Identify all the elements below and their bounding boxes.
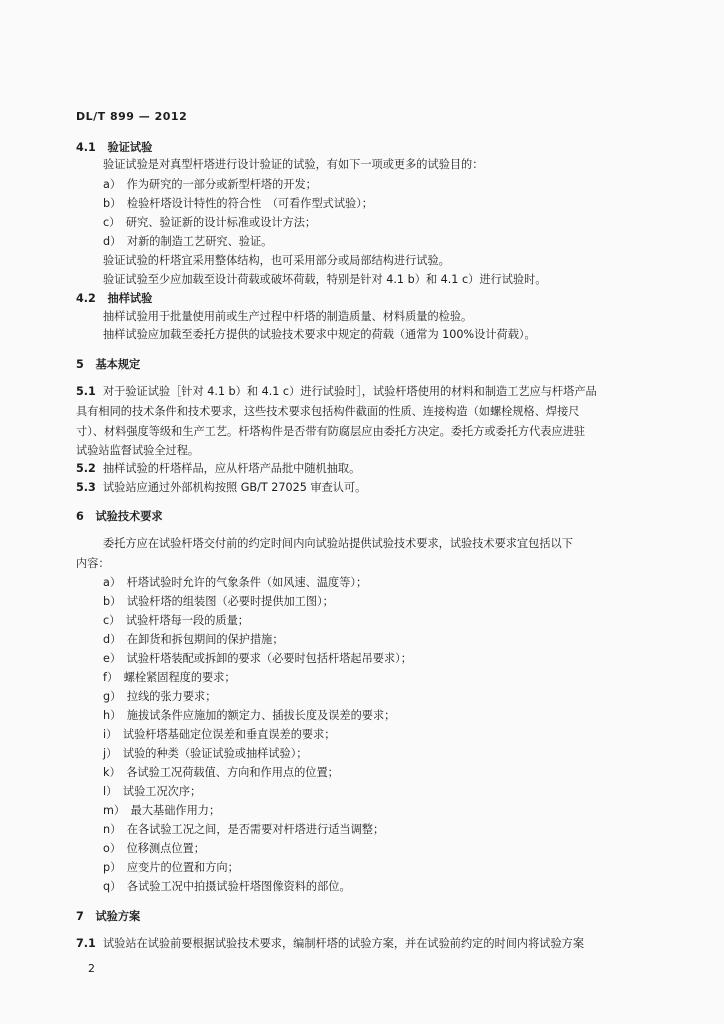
section-6-heading [76, 510, 163, 524]
paragraph-line: 内容： [76, 557, 110, 570]
list-item: b） 试验杆塔的组装图（必要时提供加工图）； [103, 595, 334, 608]
paragraph: 验证试验是对真型杆塔进行设计验证的试验，有如下一项或更多的试验目的： [103, 158, 484, 171]
paragraph-line: 具有相同的技术条件和技术要求，这些技术要求包括构件截面的性质、连接构造（如螺栓规格、焊接尺 [76, 405, 580, 418]
clause-5-1-line-1 [76, 385, 597, 399]
list-item: l） 试验工况次序； [103, 785, 202, 798]
section-4-2-heading [76, 292, 152, 306]
list-item: q） 各试验工况中拍摄试验杆塔图像资料的部位。 [103, 880, 351, 893]
clause-number: 5.3 [76, 481, 96, 494]
list-item: d） 在卸货和拆包期间的保护措施； [103, 633, 284, 646]
section-number: 4.2 [76, 292, 96, 305]
section-title: 基本规定 [95, 358, 141, 371]
page-number: 2 [88, 962, 95, 975]
clause-number: 7.1 [76, 937, 96, 950]
paragraph: 验证试验的杆塔宜采用整体结构，也可采用部分或局部结构进行试验。 [103, 254, 450, 267]
section-number: 5 [76, 358, 84, 371]
list-item: h） 施拔试条件应施加的额定力、插拔长度及误差的要求； [103, 709, 396, 722]
list-item: a） 杆塔试验时允许的气象条件（如风速、温度等）； [103, 576, 368, 589]
standard-code: DL/T 899 — 2012 [76, 110, 188, 123]
list-item: e） 试验杆塔装配或拆卸的要求（必要时包括杆塔起吊要求）； [103, 652, 412, 665]
list-item: o） 位移测点位置； [103, 842, 205, 855]
list-item: f） 螺栓紧固程度的要求； [103, 671, 236, 684]
list-item: i） 试验杆塔基础定位误差和垂直误差的要求； [103, 728, 336, 741]
clause-5-3 [76, 481, 366, 495]
section-title: 验证试验 [107, 141, 153, 154]
list-item: j） 试验的种类（验证试验或抽样试验）； [103, 747, 308, 760]
section-title: 试验技术要求 [95, 510, 163, 523]
paragraph-line: 委托方应在试验杆塔交付前的约定时间内向试验站提供试验技术要求，试验技术要求宜包括以下 [103, 537, 573, 550]
list-item: k） 各试验工况荷载值、方向和作用点的位置； [103, 766, 339, 779]
paragraph: 验证试验至少应加载至设计荷载或破坏荷载，特别是针对 4.1 b）和 4.1 c）进行试验时。 [103, 273, 547, 286]
section-5-heading [76, 358, 140, 372]
list-item: d） 对新的制造工艺研究、验证。 [103, 235, 273, 248]
clause-7-1 [76, 937, 584, 951]
clause-text: 试验站在试验前要根据试验技术要求，编制杆塔的试验方案，并在试验前约定的时间内将试验方案 [102, 937, 585, 950]
clause-number: 5.1 [76, 385, 96, 398]
list-item: n） 在各试验工况之间，是否需要对杆塔进行适当调整； [103, 823, 385, 836]
clause-text: 抽样试验的杆塔样品，应从杆塔产品批中随机抽取。 [102, 462, 361, 475]
section-4-1-heading [76, 141, 152, 155]
section-number: 7 [76, 910, 84, 923]
section-title: 抽样试验 [107, 292, 153, 305]
section-number: 4.1 [76, 141, 96, 154]
section-title: 试验方案 [95, 910, 141, 923]
list-item: g） 拉线的张力要求； [103, 690, 217, 703]
clause-number: 5.2 [76, 462, 96, 475]
paragraph-line: 试验站监督试验全过程。 [76, 444, 200, 457]
list-item: c） 研究、验证新的设计标准或设计方法； [103, 216, 317, 229]
clause-text: 试验站应通过外部机构按照 GB/T 27025 审查认可。 [102, 481, 367, 494]
paragraph: 抽样试验应加载至委托方提供的试验技术要求中规定的荷载（通常为 100%设计荷载）。 [103, 328, 536, 341]
list-item: b） 检验杆塔设计特性的符合性 （可看作型式试验）； [103, 197, 373, 210]
list-item: c） 试验杆塔每一段的质量； [103, 614, 249, 627]
section-number: 6 [76, 510, 84, 523]
list-item: p） 应变片的位置和方向； [103, 861, 239, 874]
clause-5-2 [76, 462, 360, 476]
clause-text: 对于验证试验［针对 4.1 b）和 4.1 c）进行试验时］，试验杆塔使用的材料和制造工艺应与杆塔产品 [102, 385, 597, 398]
paragraph: 抽样试验用于批量使用前或生产过程中杆塔的制造质量、材料质量的检验。 [103, 310, 473, 323]
list-item: m） 最大基础作用力； [103, 804, 221, 817]
section-7-heading [76, 910, 140, 924]
list-item: a） 作为研究的一部分或新型杆塔的开发； [103, 178, 317, 191]
paragraph-line: 寸）、材料强度等级和生产工艺。杆塔构件是否带有防腐层应由委托方决定。委托方或委托方代表应进驻 [76, 425, 586, 438]
